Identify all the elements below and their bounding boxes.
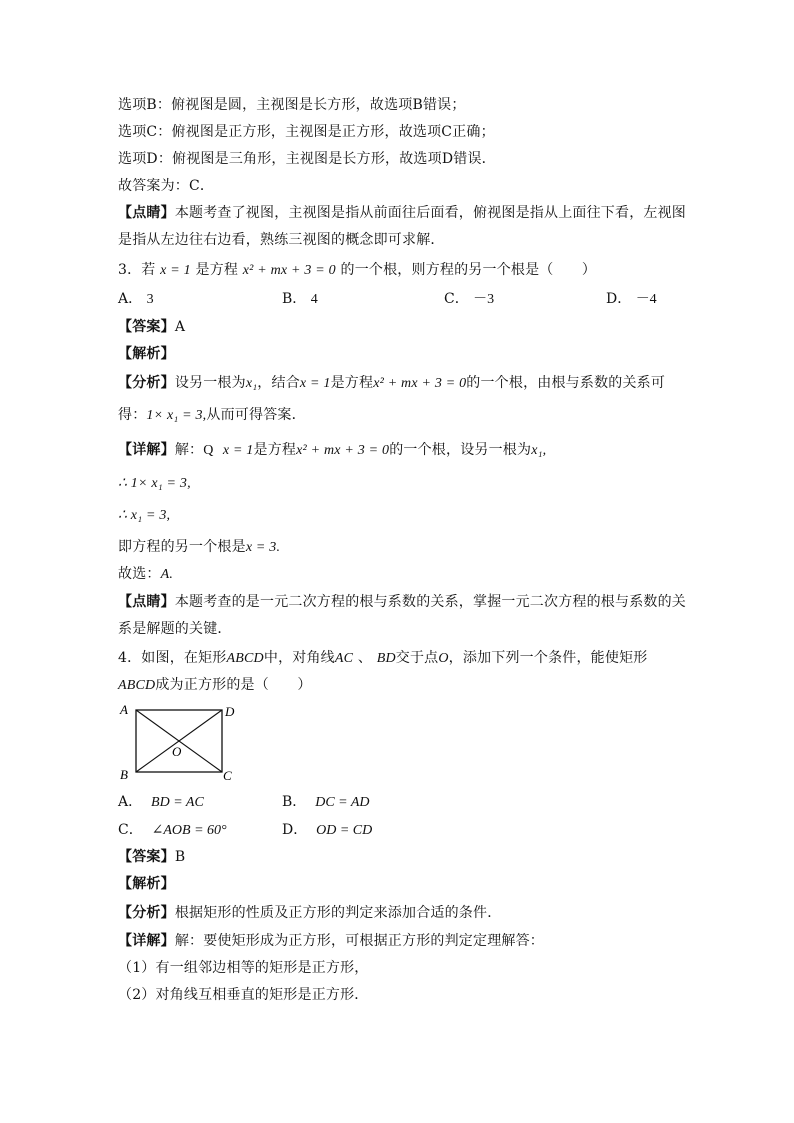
- analysis-tag: 【解析】: [118, 876, 175, 892]
- fenxi-tag: 【分析】: [118, 375, 175, 391]
- conclusion-text: 即方程的另一个根是: [118, 539, 246, 555]
- detail-text: 是方程: [253, 442, 297, 458]
- q4-option-b: [282, 792, 370, 813]
- answer-value: B: [174, 849, 186, 865]
- option-letter: C．: [118, 822, 143, 838]
- vertex-label-b: B: [120, 767, 128, 782]
- q4-detail: [118, 931, 544, 951]
- choose-text: 故选：: [118, 566, 161, 582]
- math-expression: BD: [376, 651, 396, 666]
- dianjing-text: 本题考查了视图，主视图是指从前面往后面看，俯视图是指从上面往下看，左视图: [174, 205, 687, 221]
- math-expression: x₁: [245, 376, 258, 391]
- math-expression: O: [438, 651, 449, 666]
- fenxi-text: 是方程: [330, 375, 374, 391]
- rectangle-figure: [114, 700, 244, 782]
- option-letter: D．: [606, 291, 632, 307]
- math-expression: ∴ 1× x₁ = 3,: [118, 476, 191, 491]
- option-value: 3: [146, 292, 154, 307]
- q3-stem-part: 3．若: [118, 262, 156, 278]
- vertex-label-a: A: [120, 702, 128, 717]
- answer-value: A: [174, 319, 186, 335]
- option-b-explanation: 选项B：俯视图是圆，主视图是长方形，故选项B错误；: [118, 97, 466, 113]
- text-line: [118, 230, 445, 250]
- option-letter: D．: [282, 822, 308, 838]
- text-line: [118, 149, 496, 169]
- option-value: 4: [310, 292, 318, 307]
- fenxi-text: 根据矩形的性质及正方形的判定来添加合适的条件．: [174, 905, 502, 921]
- math-expression: x² + mx + 3 = 0: [373, 376, 467, 391]
- q3-option-d: [606, 289, 657, 310]
- math-expression: x² + mx + 3 = 0: [242, 263, 336, 278]
- option-value: ∠AOB = 60°: [151, 823, 227, 838]
- dianjing-text: 本题考查的是一元二次方程的根与系数的关系，掌握一元二次方程的根与系数的关: [174, 594, 687, 610]
- math-expression: x = 1: [160, 263, 191, 278]
- option-letter: A．: [118, 291, 143, 307]
- q3-stem-part: 是方程: [195, 262, 239, 278]
- rule-text: （2）对角线互相垂直的矩形是正方形．: [118, 987, 369, 1003]
- q4-option-d: [282, 820, 372, 841]
- text-line: [118, 203, 686, 223]
- q3-fenxi-cont: [118, 405, 306, 426]
- q3-conclusion: [118, 537, 280, 558]
- option-value: －4: [635, 292, 657, 307]
- q3-option-a: [118, 289, 154, 310]
- option-letter: B．: [282, 291, 307, 307]
- detail-tag: 【详解】: [118, 442, 175, 458]
- q3-stem: [118, 260, 596, 281]
- math-expression: x₁,: [531, 443, 547, 458]
- analysis-tag: 【解析】: [118, 346, 175, 362]
- dianjing-text-cont: 是指从左边往右边看，熟练三视图的概念即可求解．: [118, 232, 445, 248]
- vertex-label-d: D: [225, 704, 235, 719]
- dianjing-tag: 【点睛】: [118, 205, 175, 221]
- q4-stem-cont: [118, 675, 312, 696]
- math-expression: x = 1: [299, 376, 331, 391]
- q4-analysis-heading: [118, 874, 175, 894]
- option-c-explanation: 选项C：俯视图是正方形，主视图是正方形，故选项C正确；: [118, 124, 495, 140]
- math-expression: AC: [334, 651, 354, 666]
- fenxi-text: 得：: [118, 407, 147, 423]
- answer-tag: 【答案】: [118, 849, 175, 865]
- rectangle-diagram: [114, 700, 244, 782]
- answer-tag: 【答案】: [118, 319, 175, 335]
- q3-fenxi: [118, 373, 665, 394]
- text-line: [118, 176, 214, 196]
- option-d-explanation: 选项D：俯视图是三角形，主视图是长方形，故选项D错误．: [118, 151, 496, 167]
- q3-step-2: [118, 505, 170, 526]
- fenxi-text: 从而可得答案．: [206, 407, 306, 423]
- q4-stem-part: 4．如图，在矩形: [118, 650, 227, 666]
- dianjing-text-cont: 系是解题的关键．: [118, 621, 232, 637]
- option-value: －3: [473, 292, 495, 307]
- q4-stem-part: 、: [357, 650, 373, 666]
- option-letter: B．: [282, 794, 307, 810]
- option-value: OD = CD: [316, 823, 373, 838]
- q3-dianjing: [118, 592, 686, 612]
- option-value: DC = AD: [315, 795, 370, 810]
- center-label-o: O: [172, 744, 182, 759]
- because-symbol: Q: [203, 443, 214, 458]
- math-expression: ABCD: [118, 678, 156, 693]
- q4-rule-2: [118, 985, 369, 1005]
- answer-statement: 故答案为：C．: [118, 178, 215, 194]
- q3-option-b: [282, 289, 318, 310]
- q4-stem-part: ，添加下列一个条件，能使矩形: [448, 650, 648, 666]
- q3-stem-part: 的一个根，则方程的另一个根是（ ）: [340, 262, 597, 278]
- q3-dianjing-cont: [118, 619, 232, 639]
- q3-choose: [118, 564, 173, 585]
- text-line: [118, 95, 466, 115]
- text-line: [118, 122, 495, 142]
- math-expression: x = 1: [222, 443, 254, 458]
- q4-rule-1: [118, 958, 369, 978]
- q3-detail: [118, 440, 546, 461]
- q3-option-c: [444, 289, 494, 310]
- detail-text: 解：: [174, 442, 204, 458]
- detail-text: 解：要使矩形成为正方形，可根据正方形的判定定理解答：: [174, 933, 545, 949]
- option-letter: A．: [118, 794, 143, 810]
- q4-answer: [118, 847, 185, 867]
- q4-stem-part: 成为正方形的是（ ）: [155, 677, 312, 693]
- fenxi-text: 的一个根，由根与系数的关系可: [466, 375, 666, 391]
- q4-stem-part: 中，对角线: [263, 650, 335, 666]
- q4-fenxi: [118, 903, 501, 923]
- q3-analysis-heading: [118, 344, 175, 364]
- detail-tag: 【详解】: [118, 933, 175, 949]
- math-expression: x = 3.: [245, 540, 281, 555]
- math-expression: ABCD: [226, 651, 264, 666]
- math-expression: ∴ x₁ = 3,: [118, 508, 171, 523]
- vertex-label-c: C: [223, 768, 232, 783]
- detail-text: 的一个根，设另一根为: [389, 442, 532, 458]
- q4-option-a: [118, 792, 204, 813]
- option-letter: C．: [444, 291, 469, 307]
- fenxi-tag: 【分析】: [118, 905, 175, 921]
- math-expression: 1× x₁ = 3,: [146, 408, 207, 423]
- rule-text: （1）有一组邻边相等的矩形是正方形，: [118, 960, 369, 976]
- q3-step-1: [118, 473, 191, 494]
- fenxi-text: 设另一根为: [174, 375, 246, 391]
- fenxi-text: ，结合: [257, 375, 300, 391]
- q4-option-c: [118, 820, 227, 841]
- q4-stem-part: 交于点: [395, 650, 439, 666]
- q4-stem: [118, 648, 647, 669]
- choose-value: A.: [160, 567, 174, 582]
- q3-answer: [118, 317, 185, 337]
- dianjing-tag: 【点睛】: [118, 594, 175, 610]
- math-expression: x² + mx + 3 = 0: [296, 443, 390, 458]
- option-value: BD = AC: [151, 795, 204, 810]
